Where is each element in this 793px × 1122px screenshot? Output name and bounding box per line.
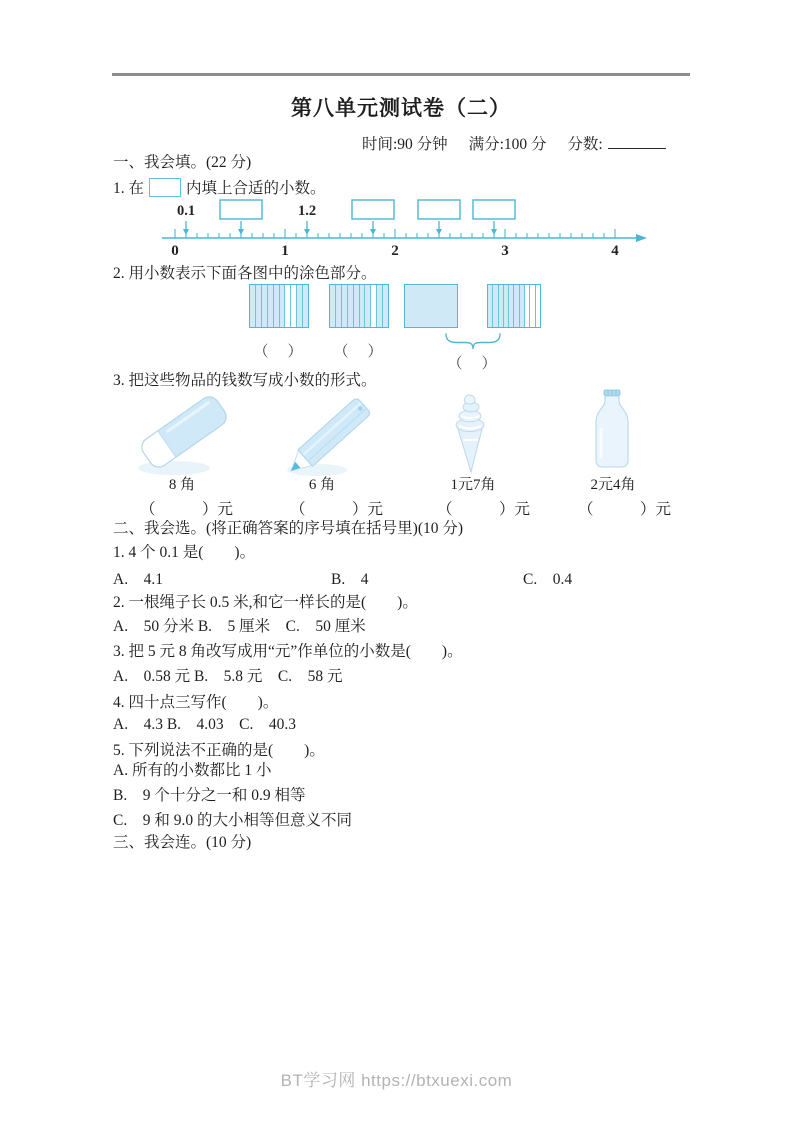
score-label: 分数:: [567, 136, 603, 153]
shaded-figure: [404, 284, 458, 328]
s2-q5-option-c: C. 9 和 9.0 的大小相等但意义不同: [113, 812, 352, 829]
numberline-answer-box: [418, 200, 460, 219]
shaded-figure: [487, 284, 541, 328]
option-a: A. 4.1: [113, 571, 163, 588]
section1-heading: 一、我会填。(22 分): [113, 154, 252, 171]
inline-answer-box: [149, 178, 181, 197]
s2-q1-text: 1. 4 个 0.1 是( )。: [113, 544, 256, 561]
shaded-figures: [249, 284, 559, 376]
price-label: 1元7角: [450, 477, 496, 493]
shaded-figure: [329, 284, 389, 328]
numberline-label: 0.1: [176, 203, 196, 219]
group-brace: [444, 333, 502, 350]
s2-q5-option-b: B. 9 个十分之一和 0.9 相等: [113, 787, 306, 804]
milk-bottle-illustration: [596, 390, 628, 467]
exam-info: [362, 132, 666, 154]
s2-q4-options: A. 4.3 B. 4.03 C. 40.3: [113, 716, 296, 733]
svg-text:3: 3: [501, 243, 509, 259]
s2-q5-text: 5. 下列说法不正确的是( )。: [113, 742, 325, 759]
number-line: [152, 198, 657, 260]
ice-cream-illustration: [456, 395, 484, 472]
s2-q5-option-a: A. 所有的小数都比 1 小: [113, 762, 272, 779]
exam-full-score: 满分:100 分: [468, 136, 547, 153]
s2-q2-text: 2. 一根绳子长 0.5 米,和它一样长的是( )。: [113, 594, 418, 611]
price-label: 6 角: [308, 477, 336, 493]
svg-text:4: 4: [611, 243, 619, 259]
q1-text-prefix: 1. 在: [113, 180, 145, 197]
money-answer-blank: （ ）元: [578, 501, 672, 518]
numberline-answer-box: [473, 200, 515, 219]
eraser-illustration: [138, 393, 230, 475]
group-answer-blank: （ ）: [447, 356, 499, 372]
price-label: 2元4角: [590, 477, 636, 493]
price-label: 8 角: [168, 477, 196, 493]
q1-text-suffix: 内填上合适的小数。: [186, 180, 326, 197]
pencil-illustration: [284, 397, 372, 479]
q1-text: [113, 178, 326, 199]
page-title: 第八单元测试卷（二）: [291, 96, 511, 120]
s2-q3-options: A. 0.58 元 B. 5.8 元 C. 58 元: [113, 668, 343, 685]
money-answer-blank: （ ）元: [290, 501, 384, 518]
section3-heading: 三、我会连。(10 分): [113, 834, 252, 851]
svg-text:0: 0: [171, 243, 179, 259]
numberline-answer-box: [220, 200, 262, 219]
figure-column: [536, 285, 540, 327]
exam-time: 时间:90 分钟: [362, 136, 448, 153]
top-rule: [112, 73, 690, 76]
option-c: C. 0.4: [523, 571, 573, 588]
s2-q3-text: 3. 把 5 元 8 角改写成用“元”作单位的小数是( )。: [113, 643, 463, 660]
option-b: B. 4: [331, 571, 369, 588]
figure-answer-blank: （ ）: [333, 344, 385, 360]
money-answer-blank: （ ）元: [437, 501, 531, 518]
q2-text: 2. 用小数表示下面各图中的涂色部分。: [113, 265, 377, 282]
svg-text:2: 2: [391, 243, 399, 259]
score-blank: [608, 134, 666, 149]
figure-answer-blank: （ ）: [253, 344, 305, 360]
numberline-label: 1.2: [297, 203, 317, 219]
q3-text: 3. 把这些物品的钱数写成小数的形式。: [113, 372, 377, 389]
section2-heading: 二、我会选。(将正确答案的序号填在括号里)(10 分): [113, 520, 464, 537]
watermark: BT学习网 https://btxuexi.com: [280, 1071, 513, 1090]
s2-q4-text: 4. 四十点三写作( )。: [113, 694, 279, 711]
money-answer-blank: （ ）元: [140, 501, 234, 518]
figure-column: [383, 285, 388, 327]
s2-q2-options: A. 50 分米 B. 5 厘米 C. 50 厘米: [113, 618, 366, 635]
shaded-figure: [249, 284, 309, 328]
numberline-answer-box: [352, 200, 394, 219]
svg-text:1: 1: [281, 243, 289, 259]
item-illustrations: [112, 388, 692, 480]
figure-column: [303, 285, 308, 327]
